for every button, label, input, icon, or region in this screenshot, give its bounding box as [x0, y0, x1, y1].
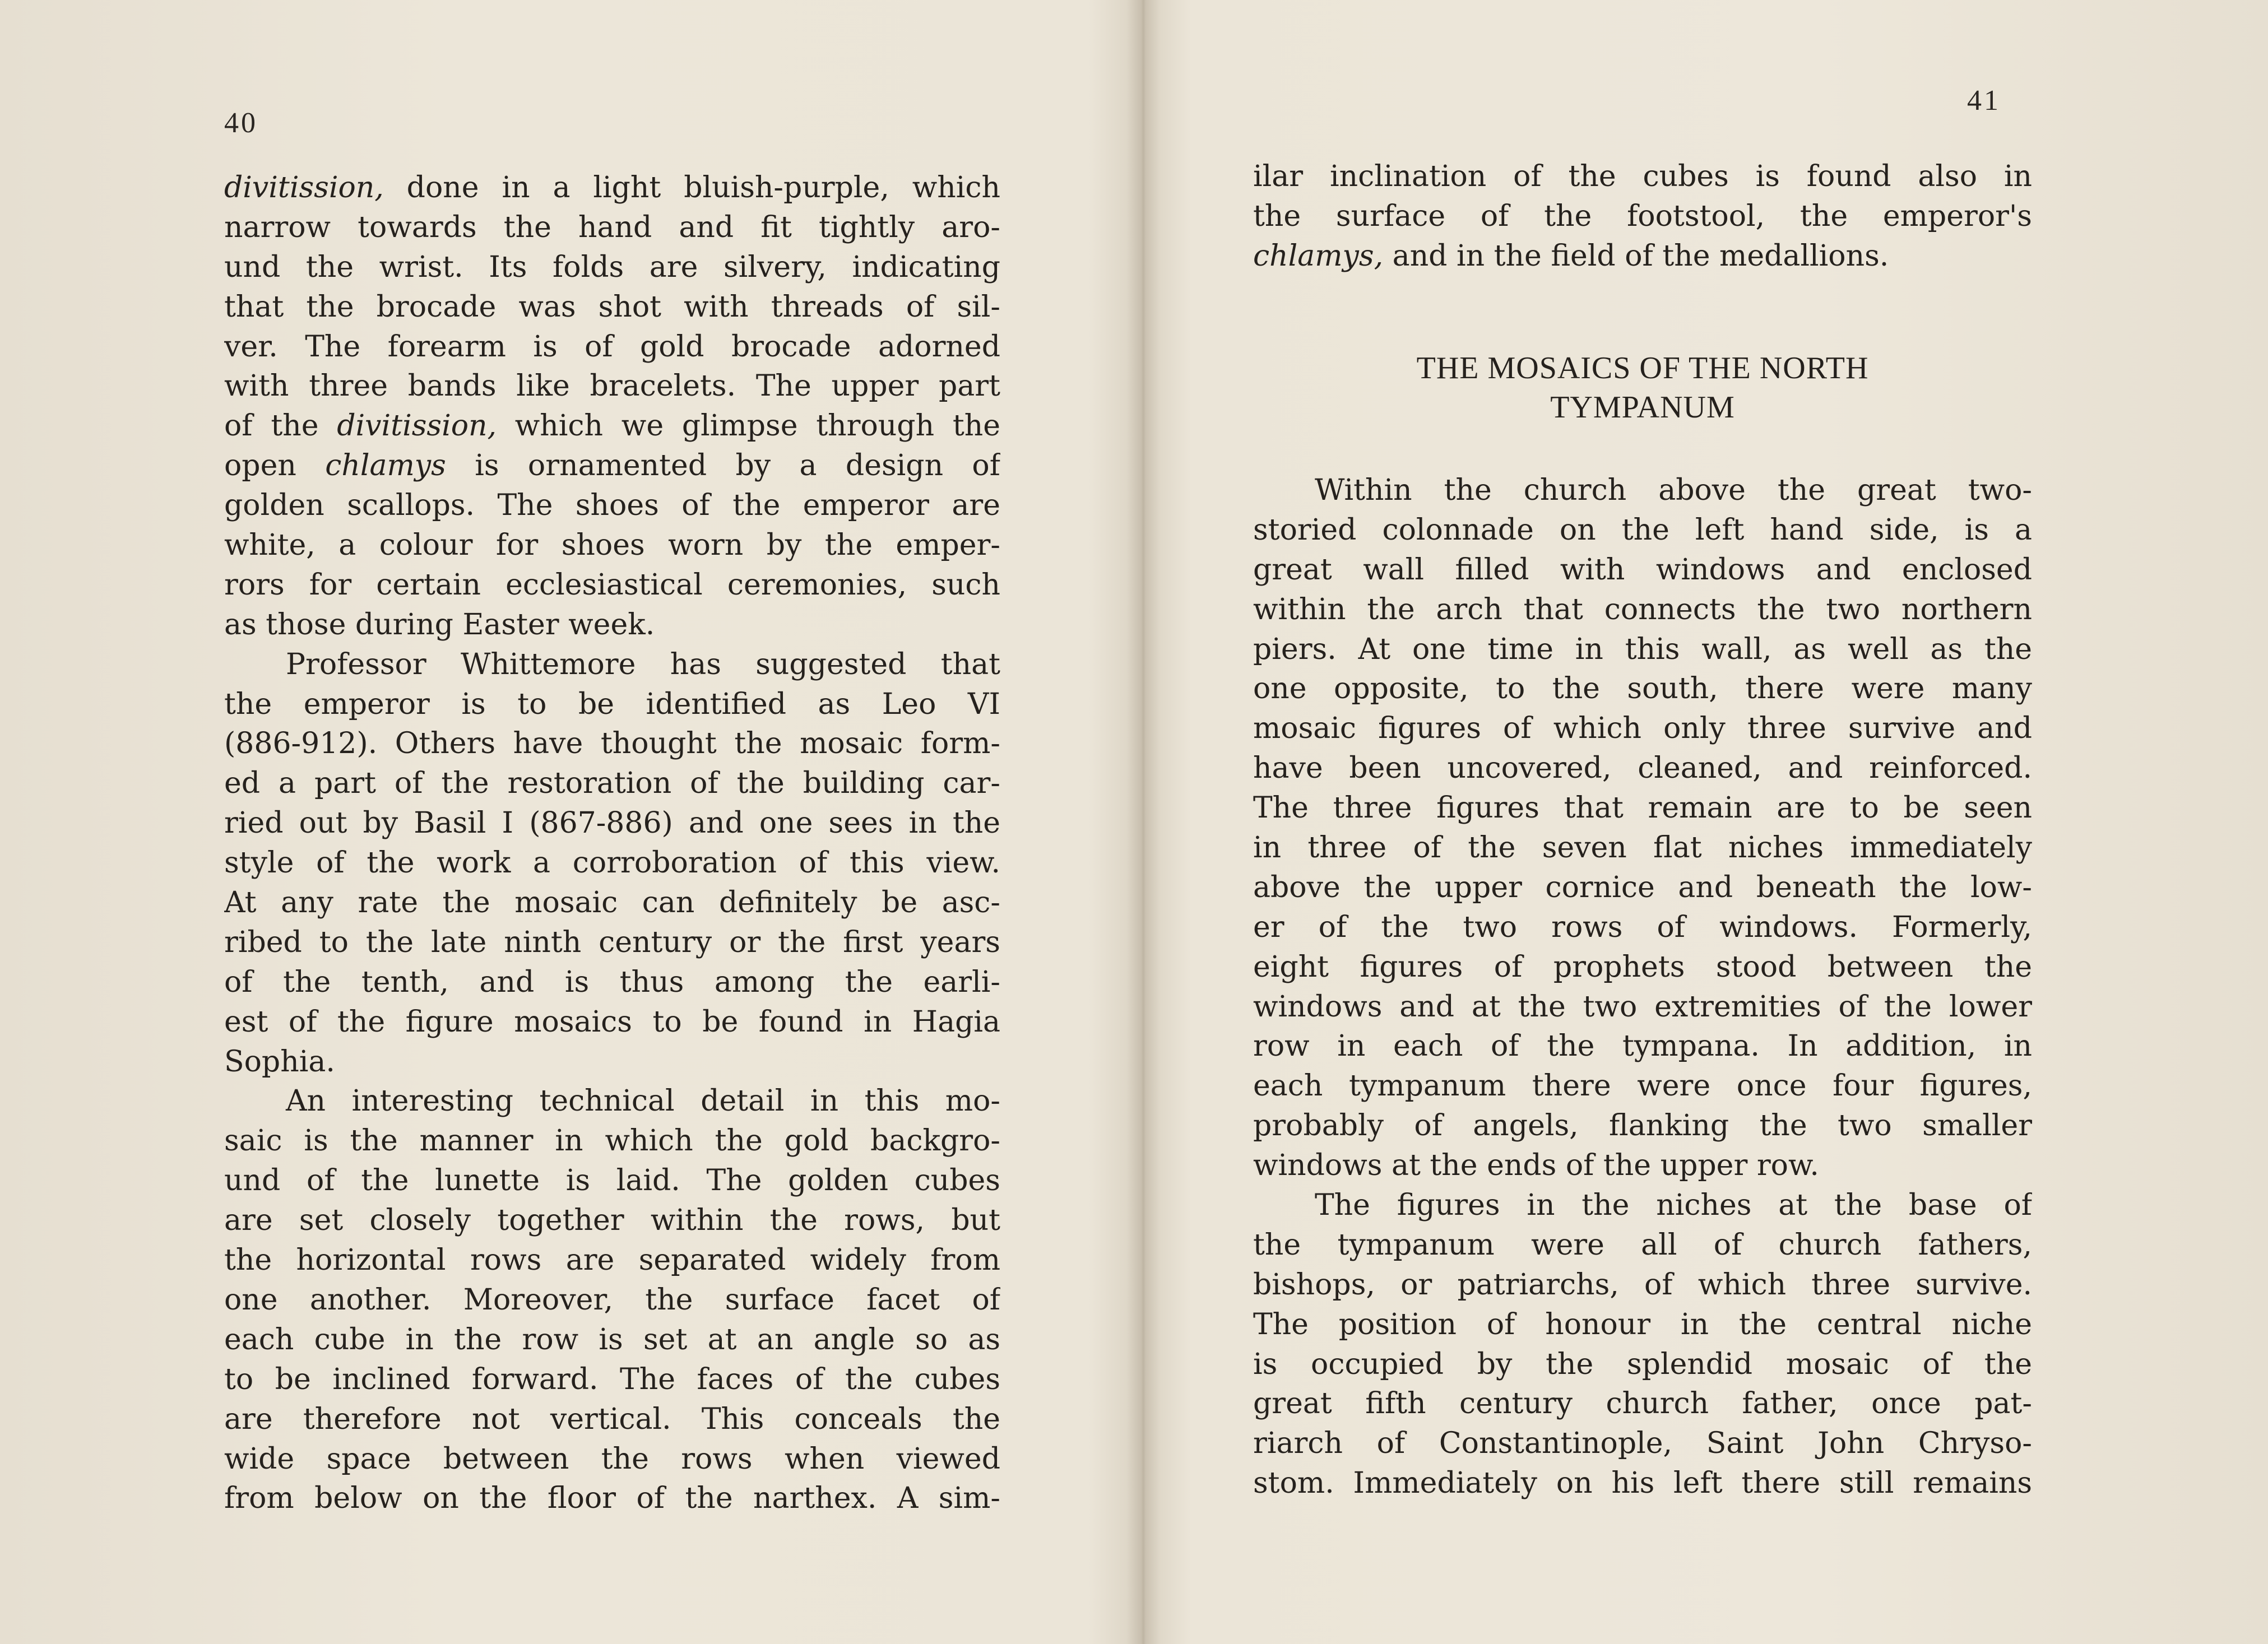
text-line	[1253, 510, 2032, 550]
text-line	[224, 208, 1000, 248]
text-line	[1253, 987, 2032, 1027]
text-run: in three of the seven flat niches immediately	[1253, 831, 2032, 865]
text-line	[224, 526, 1000, 565]
left-page-text	[224, 168, 1000, 1518]
text-run: the surface of the footstool, the emperor's	[1253, 199, 2032, 233]
text-line	[224, 486, 1000, 526]
text-run: great fifth century church father, once pat-	[1253, 1387, 2032, 1421]
text-line	[1253, 1225, 2032, 1265]
text-line	[1253, 788, 2032, 828]
text-run: great wall filled with windows and enclosed	[1253, 552, 2032, 587]
text-line	[224, 1479, 1000, 1518]
text-run: of the	[224, 409, 337, 443]
text-line	[224, 1081, 1000, 1121]
text-run: Within the church above the great two-	[1315, 473, 2032, 507]
text-run: each tympanum there were once four figures,	[1253, 1069, 2032, 1103]
text-line	[224, 1241, 1000, 1280]
text-line	[224, 446, 1000, 486]
text-run: Sophia.	[224, 1044, 335, 1079]
right-page-body-text	[1253, 471, 2032, 1503]
text-line	[224, 1400, 1000, 1439]
text-line	[224, 963, 1000, 1002]
text-line	[224, 685, 1000, 725]
text-line	[1253, 197, 2032, 236]
text-run: er of the two rows of windows. Formerly,	[1253, 910, 2032, 944]
text-run: which we glimpse through the	[497, 409, 1000, 443]
text-run: windows at the ends of the upper row.	[1253, 1149, 1819, 1183]
text-run: ed a part of the restoration of the building car-	[224, 767, 1000, 801]
text-run: the horizontal rows are separated widely from	[224, 1243, 1000, 1278]
text-run: The figures in the niches at the base of	[1315, 1188, 2032, 1223]
text-line	[224, 327, 1000, 367]
text-run: An interesting technical detail in this mo-	[286, 1084, 1000, 1118]
text-run: storied colonnade on the left hand side, is a	[1253, 513, 2032, 547]
text-line	[224, 248, 1000, 287]
text-line	[224, 406, 1000, 446]
text-run: est of the figure mosaics to be found in Hagia	[224, 1005, 1000, 1039]
text-run: probably of angels, flanking the two smaller	[1253, 1109, 2032, 1143]
text-line	[224, 1042, 1000, 1082]
text-line	[1253, 1384, 2032, 1424]
text-run: that the brocade was shot with threads of sil-	[224, 290, 1000, 324]
right-page-intro-text	[1253, 157, 2032, 276]
text-line	[224, 1439, 1000, 1479]
text-line	[1253, 749, 2032, 788]
text-run: At any rate the mosaic can definitely be asc-	[224, 886, 1000, 920]
text-run: is ornamented by a design of	[446, 449, 1000, 483]
text-run: und the wrist. Its folds are silvery, indicating	[224, 250, 1000, 284]
text-run: golden scallops. The shoes of the emperor are	[224, 489, 1000, 523]
text-run: row in each of the tympana. In addition, in	[1253, 1029, 2032, 1064]
page-number-left: 40	[224, 107, 258, 139]
text-run: ver. The forearm is of gold brocade adorned	[224, 329, 1000, 364]
text-line	[1253, 236, 2032, 276]
text-line	[1253, 669, 2032, 709]
text-line	[1253, 630, 2032, 670]
text-run: have been uncovered, cleaned, and reinforced.	[1253, 751, 2032, 786]
text-run: wide space between the rows when viewed	[224, 1442, 1000, 1476]
text-line	[224, 883, 1000, 923]
text-line	[1253, 1305, 2032, 1345]
text-run: to be inclined forward. The faces of the cubes	[224, 1362, 1000, 1396]
text-run: style of the work a corroboration of this view.	[224, 846, 1000, 880]
text-run: the emperor is to be identified as Leo VI	[224, 687, 1000, 721]
text-run: open	[224, 449, 326, 483]
italic-run: divitission,	[224, 171, 384, 205]
text-line	[1253, 550, 2032, 590]
text-line	[1253, 157, 2032, 197]
text-line	[224, 1280, 1000, 1320]
text-line	[1253, 471, 2032, 510]
text-run: (886-912). Others have thought the mosaic form-	[224, 727, 1000, 761]
italic-run: divitission,	[337, 409, 497, 443]
text-run: is occupied by the splendid mosaic of the	[1253, 1347, 2032, 1381]
section-heading-line-1: THE MOSAICS OF THE NORTH	[1416, 351, 1869, 386]
text-run: ilar inclination of the cubes is found also in	[1253, 160, 2032, 193]
text-run: The position of honour in the central niche	[1253, 1307, 2032, 1341]
text-line	[1253, 590, 2032, 630]
text-line	[1253, 1146, 2032, 1186]
text-line	[1253, 1265, 2032, 1305]
text-run: mosaic figures of which only three survive and	[1253, 712, 2032, 746]
text-line	[224, 764, 1000, 804]
text-line	[1253, 908, 2032, 948]
text-run: rors for certain ecclesiastical ceremonies, such	[224, 568, 1000, 602]
text-line	[1253, 828, 2032, 868]
text-line	[1253, 1027, 2032, 1066]
text-run: are therefore not vertical. This conceals the	[224, 1402, 1000, 1436]
text-line	[224, 724, 1000, 764]
text-run: stom. Immediately on his left there still remains	[1253, 1466, 2032, 1501]
text-run: bishops, or patriarchs, of which three survive.	[1253, 1267, 2032, 1302]
text-run: ried out by Basil I (867-886) and one sees in the	[224, 806, 1000, 840]
text-run: and in the field of the medallions.	[1383, 239, 1889, 273]
italic-run: chlamys	[325, 449, 446, 483]
text-line	[1253, 1106, 2032, 1146]
text-line	[1253, 1345, 2032, 1385]
section-heading-line-2: TYMPANUM	[1550, 390, 1735, 425]
text-run: The three figures that remain are to be seen	[1253, 791, 2032, 825]
page-number-right: 41	[1967, 85, 2001, 117]
text-run: piers. At one time in this wall, as well as the	[1253, 632, 2032, 666]
text-run: narrow towards the hand and fit tightly aro-	[224, 210, 1000, 244]
text-run: one opposite, to the south, there were many	[1253, 672, 2032, 706]
text-run: are set closely together within the rows, but	[224, 1204, 1000, 1238]
right-page	[1138, 0, 2268, 1644]
text-line	[224, 168, 1000, 208]
text-line	[224, 1360, 1000, 1400]
text-line	[224, 1161, 1000, 1201]
text-line	[224, 804, 1000, 843]
text-line	[1253, 1424, 2032, 1464]
text-run: the tympanum were all of church fathers,	[1253, 1228, 2032, 1262]
text-run: from below on the floor of the narthex. A sim-	[224, 1482, 1000, 1516]
text-line	[224, 287, 1000, 327]
text-run: above the upper cornice and beneath the low-	[1253, 870, 2032, 904]
text-run: within the arch that connects the two northern	[1253, 592, 2032, 626]
text-run: saic is the manner in which the gold backgro-	[224, 1124, 1000, 1158]
text-line	[224, 645, 1000, 685]
text-line	[224, 1320, 1000, 1360]
text-line	[1253, 709, 2032, 749]
text-run: one another. Moreover, the surface facet of	[224, 1283, 1000, 1317]
text-run: with three bands like bracelets. The upper part	[224, 369, 1000, 403]
text-run: windows and at the two extremities of the lower	[1253, 990, 2032, 1024]
text-line	[224, 923, 1000, 963]
text-run: und of the lunette is laid. The golden cubes	[224, 1164, 1000, 1198]
text-run: of the tenth, and is thus among the earli-	[224, 965, 1000, 999]
text-run: done in a light bluish-purple, which	[383, 171, 1000, 205]
text-line	[1253, 1186, 2032, 1225]
text-line	[224, 843, 1000, 883]
text-line	[224, 605, 1000, 645]
text-run: as those during Easter week.	[224, 607, 655, 642]
text-line	[224, 1201, 1000, 1241]
text-run: eight figures of prophets stood between the	[1253, 950, 2032, 984]
text-line	[1253, 1464, 2032, 1503]
text-line	[224, 366, 1000, 406]
text-line	[224, 1121, 1000, 1161]
text-line	[1253, 868, 2032, 908]
text-line	[1253, 948, 2032, 987]
text-run: riarch of Constantinople, Saint John Chryso-	[1253, 1427, 2032, 1461]
italic-run: chlamys,	[1253, 239, 1384, 273]
text-run: Professor Whittemore has suggested that	[286, 647, 1000, 681]
text-line	[224, 565, 1000, 605]
text-line	[1253, 1066, 2032, 1106]
text-run: white, a colour for shoes worn by the emper-	[224, 528, 1000, 563]
text-run: each cube in the row is set at an angle so as	[224, 1322, 1000, 1357]
text-run: ribed to the late ninth century or the first years	[224, 925, 1000, 959]
text-line	[224, 1002, 1000, 1042]
